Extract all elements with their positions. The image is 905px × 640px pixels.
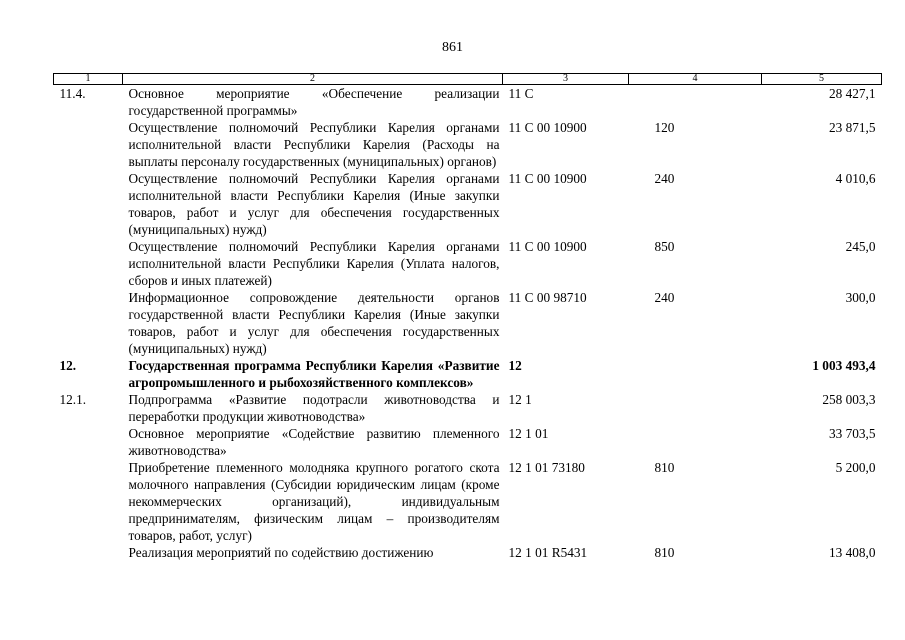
table-header xyxy=(54,74,882,85)
row-name: Осуществление полномочий Республики Карелия органами исполнительной власти Республики Карелия (Уплата налогов, сборов и иных платежей) xyxy=(128,239,500,288)
row-number: 12.1. xyxy=(59,392,87,407)
row-number xyxy=(54,170,123,238)
row-amount: 28 427,1 xyxy=(828,86,876,101)
page-number: 861 xyxy=(442,40,463,55)
row-name: Информационное сопровождение деятельности органов государственной власти Республики Карелия (Иные закупки товаров, работ и услуг для обеспечения государственных (муниципальных) нужд) xyxy=(128,290,500,356)
row-name: Осуществление полномочий Республики Карелия органами исполнительной власти Республики Карелия (Расходы на выплаты персоналу государственных (муниципальных) органов) xyxy=(128,120,500,169)
row-target-code: 11 С xyxy=(508,86,534,101)
table-row xyxy=(54,425,882,459)
column-header-1: 1 xyxy=(54,74,123,85)
row-expense-type: 810 xyxy=(654,545,675,560)
row-amount: 245,0 xyxy=(845,239,876,254)
row-name: Приобретение племенного молодняка крупного рогатого скота молочного направления (Субсидии юридическим лицам (кроме некоммерческих организаций), индивидуальным предпринимателям, физическим лицам – производителям товаров, работ, услуг) xyxy=(128,460,500,543)
table-row xyxy=(54,85,882,120)
row-target-code: 11 С 00 10900 xyxy=(508,239,587,254)
row-name: Государственная программа Республики Карелия «Развитие агропромышленного и рыбохозяйственного комплексов» xyxy=(128,358,500,390)
row-number: 11.4. xyxy=(59,86,86,101)
row-number: 12. xyxy=(59,358,77,373)
row-name: Реализация мероприятий по содействию достижению xyxy=(128,545,434,560)
row-amount: 5 200,0 xyxy=(835,460,876,475)
column-header-5: 5 xyxy=(762,74,882,85)
row-number xyxy=(54,238,123,289)
table-row xyxy=(54,238,882,289)
row-expense-type: 120 xyxy=(654,120,675,135)
row-target-code: 12 1 01 xyxy=(508,426,549,441)
table-row xyxy=(54,544,882,561)
row-amount: 33 703,5 xyxy=(828,426,876,441)
row-expense-type xyxy=(629,85,762,120)
row-amount: 300,0 xyxy=(845,290,876,305)
column-header-4: 4 xyxy=(629,74,762,85)
row-expense-type: 240 xyxy=(654,171,675,186)
table-row xyxy=(54,119,882,170)
row-target-code: 11 С 00 10900 xyxy=(508,171,587,186)
row-number xyxy=(54,289,123,357)
row-amount: 4 010,6 xyxy=(835,171,876,186)
table-body xyxy=(54,85,882,562)
row-number xyxy=(54,459,123,544)
row-target-code: 12 1 01 73180 xyxy=(508,460,585,475)
table-row xyxy=(54,357,882,391)
row-expense-type xyxy=(629,391,762,425)
row-target-code: 11 С 00 98710 xyxy=(508,290,587,305)
row-expense-type: 850 xyxy=(654,239,675,254)
row-expense-type: 240 xyxy=(654,290,675,305)
row-target-code: 12 1 xyxy=(508,392,532,407)
row-name: Осуществление полномочий Республики Карелия органами исполнительной власти Республики Карелия (Иные закупки товаров, работ и услуг для обеспечения государственных (муниципальных) нужд) xyxy=(128,171,500,237)
row-target-code: 12 1 01 R5431 xyxy=(508,545,588,560)
row-amount: 258 003,3 xyxy=(822,392,876,407)
budget-table xyxy=(53,73,882,561)
row-name: Подпрограмма «Развитие подотрасли животноводства и переработки продукции животноводства» xyxy=(128,392,500,424)
row-expense-type xyxy=(629,357,762,391)
column-header-3: 3 xyxy=(503,74,629,85)
row-target-code: 11 С 00 10900 xyxy=(508,120,587,135)
table-row xyxy=(54,170,882,238)
row-expense-type: 810 xyxy=(654,460,675,475)
row-amount: 13 408,0 xyxy=(828,545,876,560)
row-number xyxy=(54,119,123,170)
table-row xyxy=(54,391,882,425)
row-amount: 23 871,5 xyxy=(828,120,876,135)
row-target-code: 12 xyxy=(508,358,522,373)
row-expense-type xyxy=(629,425,762,459)
row-name: Основное мероприятие «Обеспечение реализации государственной программы» xyxy=(128,86,500,118)
column-header-2: 2 xyxy=(123,74,503,85)
table-row xyxy=(54,289,882,357)
row-amount: 1 003 493,4 xyxy=(812,358,876,373)
row-name: Основное мероприятие «Содействие развитию племенного животноводства» xyxy=(128,426,500,458)
row-number xyxy=(54,425,123,459)
table-row xyxy=(54,459,882,544)
row-number xyxy=(54,544,123,561)
